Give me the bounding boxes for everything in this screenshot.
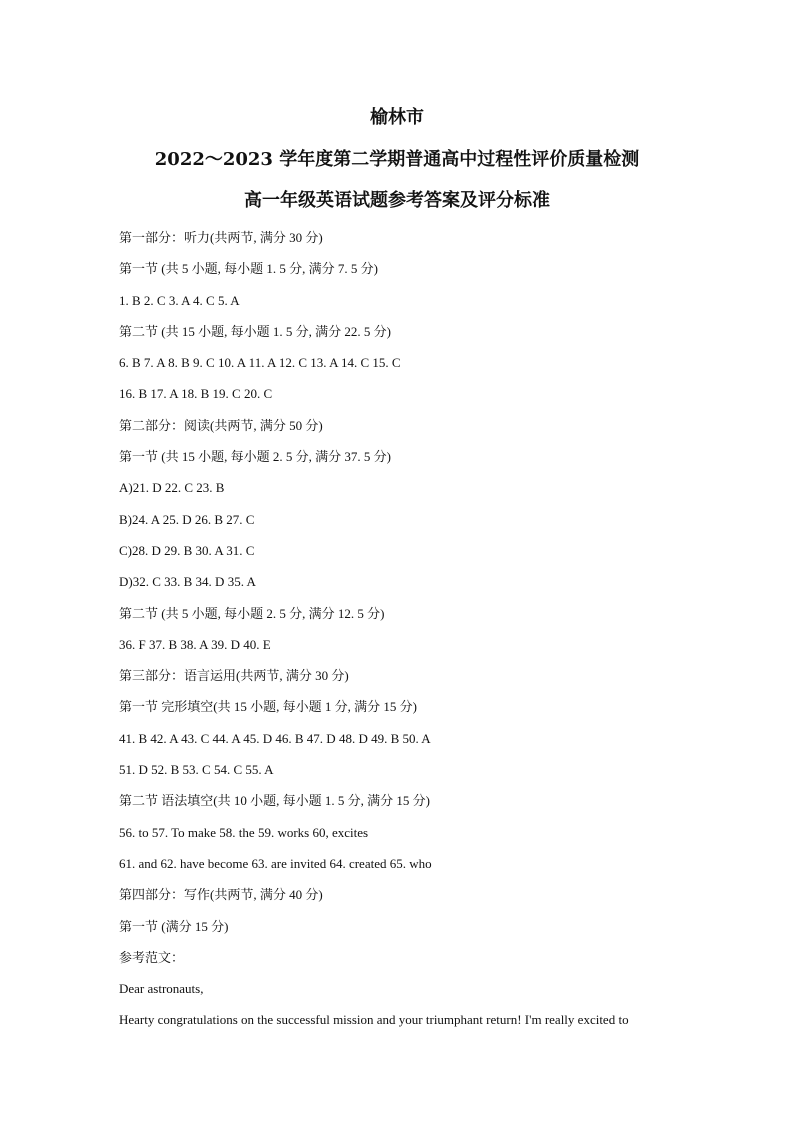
subsection-heading: 第一节 (满分 15 分) xyxy=(119,918,229,934)
answer-content xyxy=(119,228,679,1042)
answer-line: 61. and 62. have become 63. are invited 64. created 65. who xyxy=(119,855,432,871)
letter-body-line: Hearty congratulations on the successful mission and your triumphant return! I'm really excited to xyxy=(119,1012,629,1028)
subsection-heading: 第二节 语法填空(共 10 小题, 每小题 1. 5 分, 满分 15 分) xyxy=(119,793,430,809)
answer-line: C)28. D 29. B 30. A 31. C xyxy=(119,542,255,558)
title-city: 榆林市 xyxy=(370,107,424,128)
subsection-heading: 第一节 完形填空(共 15 小题, 每小题 1 分, 满分 15 分) xyxy=(119,699,417,715)
answer-line: 16. B 17. A 18. B 19. C 20. C xyxy=(119,386,273,402)
section-heading: 第二部分：阅读(共两节, 满分 50 分) xyxy=(119,417,323,433)
answer-line: 51. D 52. B 53. C 54. C 55. A xyxy=(119,762,274,778)
letter-salutation: Dear astronauts, xyxy=(119,981,204,997)
title-exam: 2022～2023 学年度第二学期普通高中过程性评价质量检测 xyxy=(154,149,640,170)
title-answer-key: 高一年级英语试题参考答案及评分标准 xyxy=(244,190,550,211)
section-heading: 第四部分：写作(共两节, 满分 40 分) xyxy=(119,887,323,903)
section-heading: 第三部分：语言运用(共两节, 满分 30 分) xyxy=(119,668,349,684)
answer-line: 6. B 7. A 8. B 9. C 10. A 11. A 12. C 13. A 14. C 15. C xyxy=(119,355,401,371)
subsection-heading: 第二节 (共 5 小题, 每小题 2. 5 分, 满分 12. 5 分) xyxy=(119,605,385,621)
sample-essay-label: 参考范文： xyxy=(119,949,185,965)
subsection-heading: 第一节 (共 5 小题, 每小题 1. 5 分, 满分 7. 5 分) xyxy=(119,261,378,277)
answer-line: D)32. C 33. B 34. D 35. A xyxy=(119,574,256,590)
answer-line: 1. B 2. C 3. A 4. C 5. A xyxy=(119,292,240,308)
answer-line: 36. F 37. B 38. A 39. D 40. E xyxy=(119,636,271,652)
section-heading: 第一部分：听力(共两节, 满分 30 分) xyxy=(119,230,323,245)
answer-line: A)21. D 22. C 23. B xyxy=(119,480,225,496)
answer-line: 41. B 42. A 43. C 44. A 45. D 46. B 47. D 48. D 49. B 50. A xyxy=(119,730,431,746)
subsection-heading: 第一节 (共 15 小题, 每小题 2. 5 分, 满分 37. 5 分) xyxy=(119,449,391,465)
answer-line: 56. to 57. To make 58. the 59. works 60, excites xyxy=(119,824,369,840)
answer-line: B)24. A 25. D 26. B 27. C xyxy=(119,511,255,527)
subsection-heading: 第二节 (共 15 小题, 每小题 1. 5 分, 满分 22. 5 分) xyxy=(119,323,391,339)
